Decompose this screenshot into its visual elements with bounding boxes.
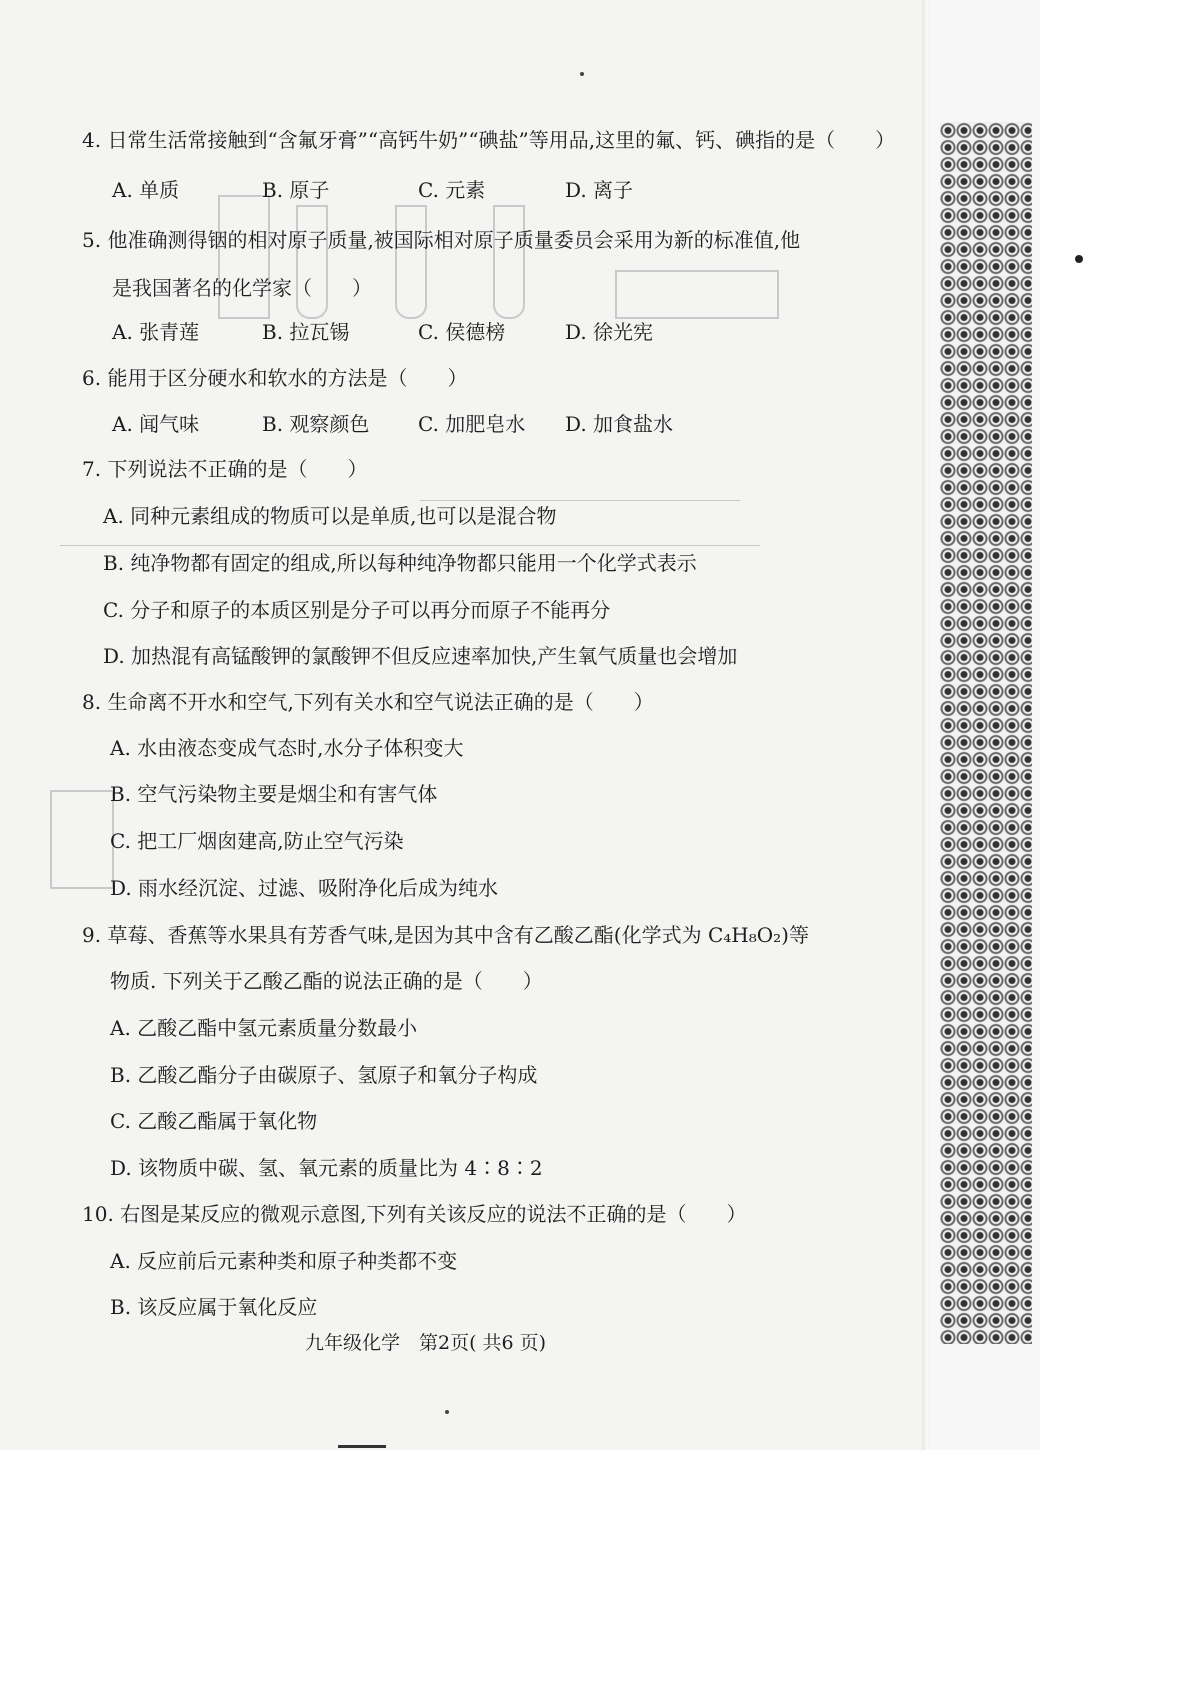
question-8-option-a: A. 水由液态变成气态时,水分子体积变大	[110, 736, 464, 760]
question-10-option-a: A. 反应前后元素种类和原子种类都不变	[110, 1249, 458, 1273]
question-6-stem: 6. 能用于区分硬水和软水的方法是（ ）	[82, 366, 468, 390]
bleed-through-apparatus	[50, 790, 114, 889]
scan-speck	[580, 72, 584, 76]
perforation-pattern	[940, 122, 1032, 1344]
bleed-through-rule	[60, 545, 760, 546]
question-6-option-d: D. 加食盐水	[565, 412, 674, 436]
question-6-option-c: C. 加肥皂水	[418, 412, 526, 436]
question-9-option-d: D. 该物质中碳、氢、氧元素的质量比为 4∶8∶2	[110, 1156, 543, 1180]
question-4-option-c: C. 元素	[418, 178, 486, 202]
bleed-through-apparatus	[493, 205, 525, 319]
scan-speck	[445, 1410, 449, 1414]
question-8-option-d: D. 雨水经沉淀、过滤、吸附净化后成为纯水	[110, 876, 499, 900]
question-4-option-b: B. 原子	[262, 178, 330, 202]
question-9-option-a: A. 乙酸乙酯中氢元素质量分数最小	[110, 1016, 418, 1040]
question-10-option-b: B. 该反应属于氧化反应	[110, 1295, 318, 1319]
question-8-stem: 8. 生命离不开水和空气,下列有关水和空气说法正确的是（ ）	[82, 690, 654, 714]
bleed-through-rule	[420, 500, 740, 501]
question-5-option-a: A. 张青莲	[112, 320, 200, 344]
page-edge-shadow	[922, 0, 928, 1450]
question-7-stem: 7. 下列说法不正确的是（ ）	[82, 457, 368, 481]
bleed-through-apparatus	[395, 205, 427, 319]
question-5-stem-line-1: 5. 他准确测得铟的相对原子质量,被国际相对原子质量委员会采用为新的标准值,他	[82, 228, 801, 252]
question-10-stem: 10. 右图是某反应的微观示意图,下列有关该反应的说法不正确的是（ ）	[82, 1202, 747, 1226]
question-9-stem-line-2: 物质. 下列关于乙酸乙酯的说法正确的是（ ）	[110, 969, 543, 993]
question-9-stem-line-1: 9. 草莓、香蕉等水果具有芳香气味,是因为其中含有乙酸乙酯(化学式为 C₄H₈O₂)等	[82, 923, 809, 947]
scan-speck	[1075, 255, 1083, 263]
question-7-option-b: B. 纯净物都有固定的组成,所以每种纯净物都只能用一个化学式表示	[103, 551, 697, 575]
question-7-option-c: C. 分子和原子的本质区别是分子可以再分而原子不能再分	[103, 598, 611, 622]
bleed-through-apparatus	[615, 270, 779, 319]
question-5-option-d: D. 徐光宪	[565, 320, 654, 344]
question-4-stem: 4. 日常生活常接触到“含氟牙膏”“高钙牛奶”“碘盐”等用品,这里的氟、钙、碘指的是（ ）	[82, 128, 896, 152]
question-9-option-b: B. 乙酸乙酯分子由碳原子、氢原子和氧分子构成	[110, 1063, 538, 1087]
question-6-option-b: B. 观察颜色	[262, 412, 370, 436]
question-6-option-a: A. 闻气味	[112, 412, 200, 436]
question-5-option-c: C. 侯德榜	[418, 320, 506, 344]
question-5-stem-line-2: 是我国著名的化学家（ ）	[112, 276, 372, 300]
question-8-option-c: C. 把工厂烟囱建高,防止空气污染	[110, 829, 404, 853]
question-5-option-b: B. 拉瓦锡	[262, 320, 350, 344]
question-4-option-a: A. 单质	[112, 178, 180, 202]
page-footer: 九年级化学 第2页( 共6 页)	[305, 1332, 547, 1354]
question-9-option-c: C. 乙酸乙酯属于氧化物	[110, 1109, 318, 1133]
question-7-option-a: A. 同种元素组成的物质可以是单质,也可以是混合物	[103, 504, 557, 528]
scan-mark	[338, 1445, 386, 1448]
question-7-option-d: D. 加热混有高锰酸钾的氯酸钾不但反应速率加快,产生氧气质量也会增加	[103, 644, 738, 668]
question-8-option-b: B. 空气污染物主要是烟尘和有害气体	[110, 782, 438, 806]
question-4-option-d: D. 离子	[565, 178, 634, 202]
